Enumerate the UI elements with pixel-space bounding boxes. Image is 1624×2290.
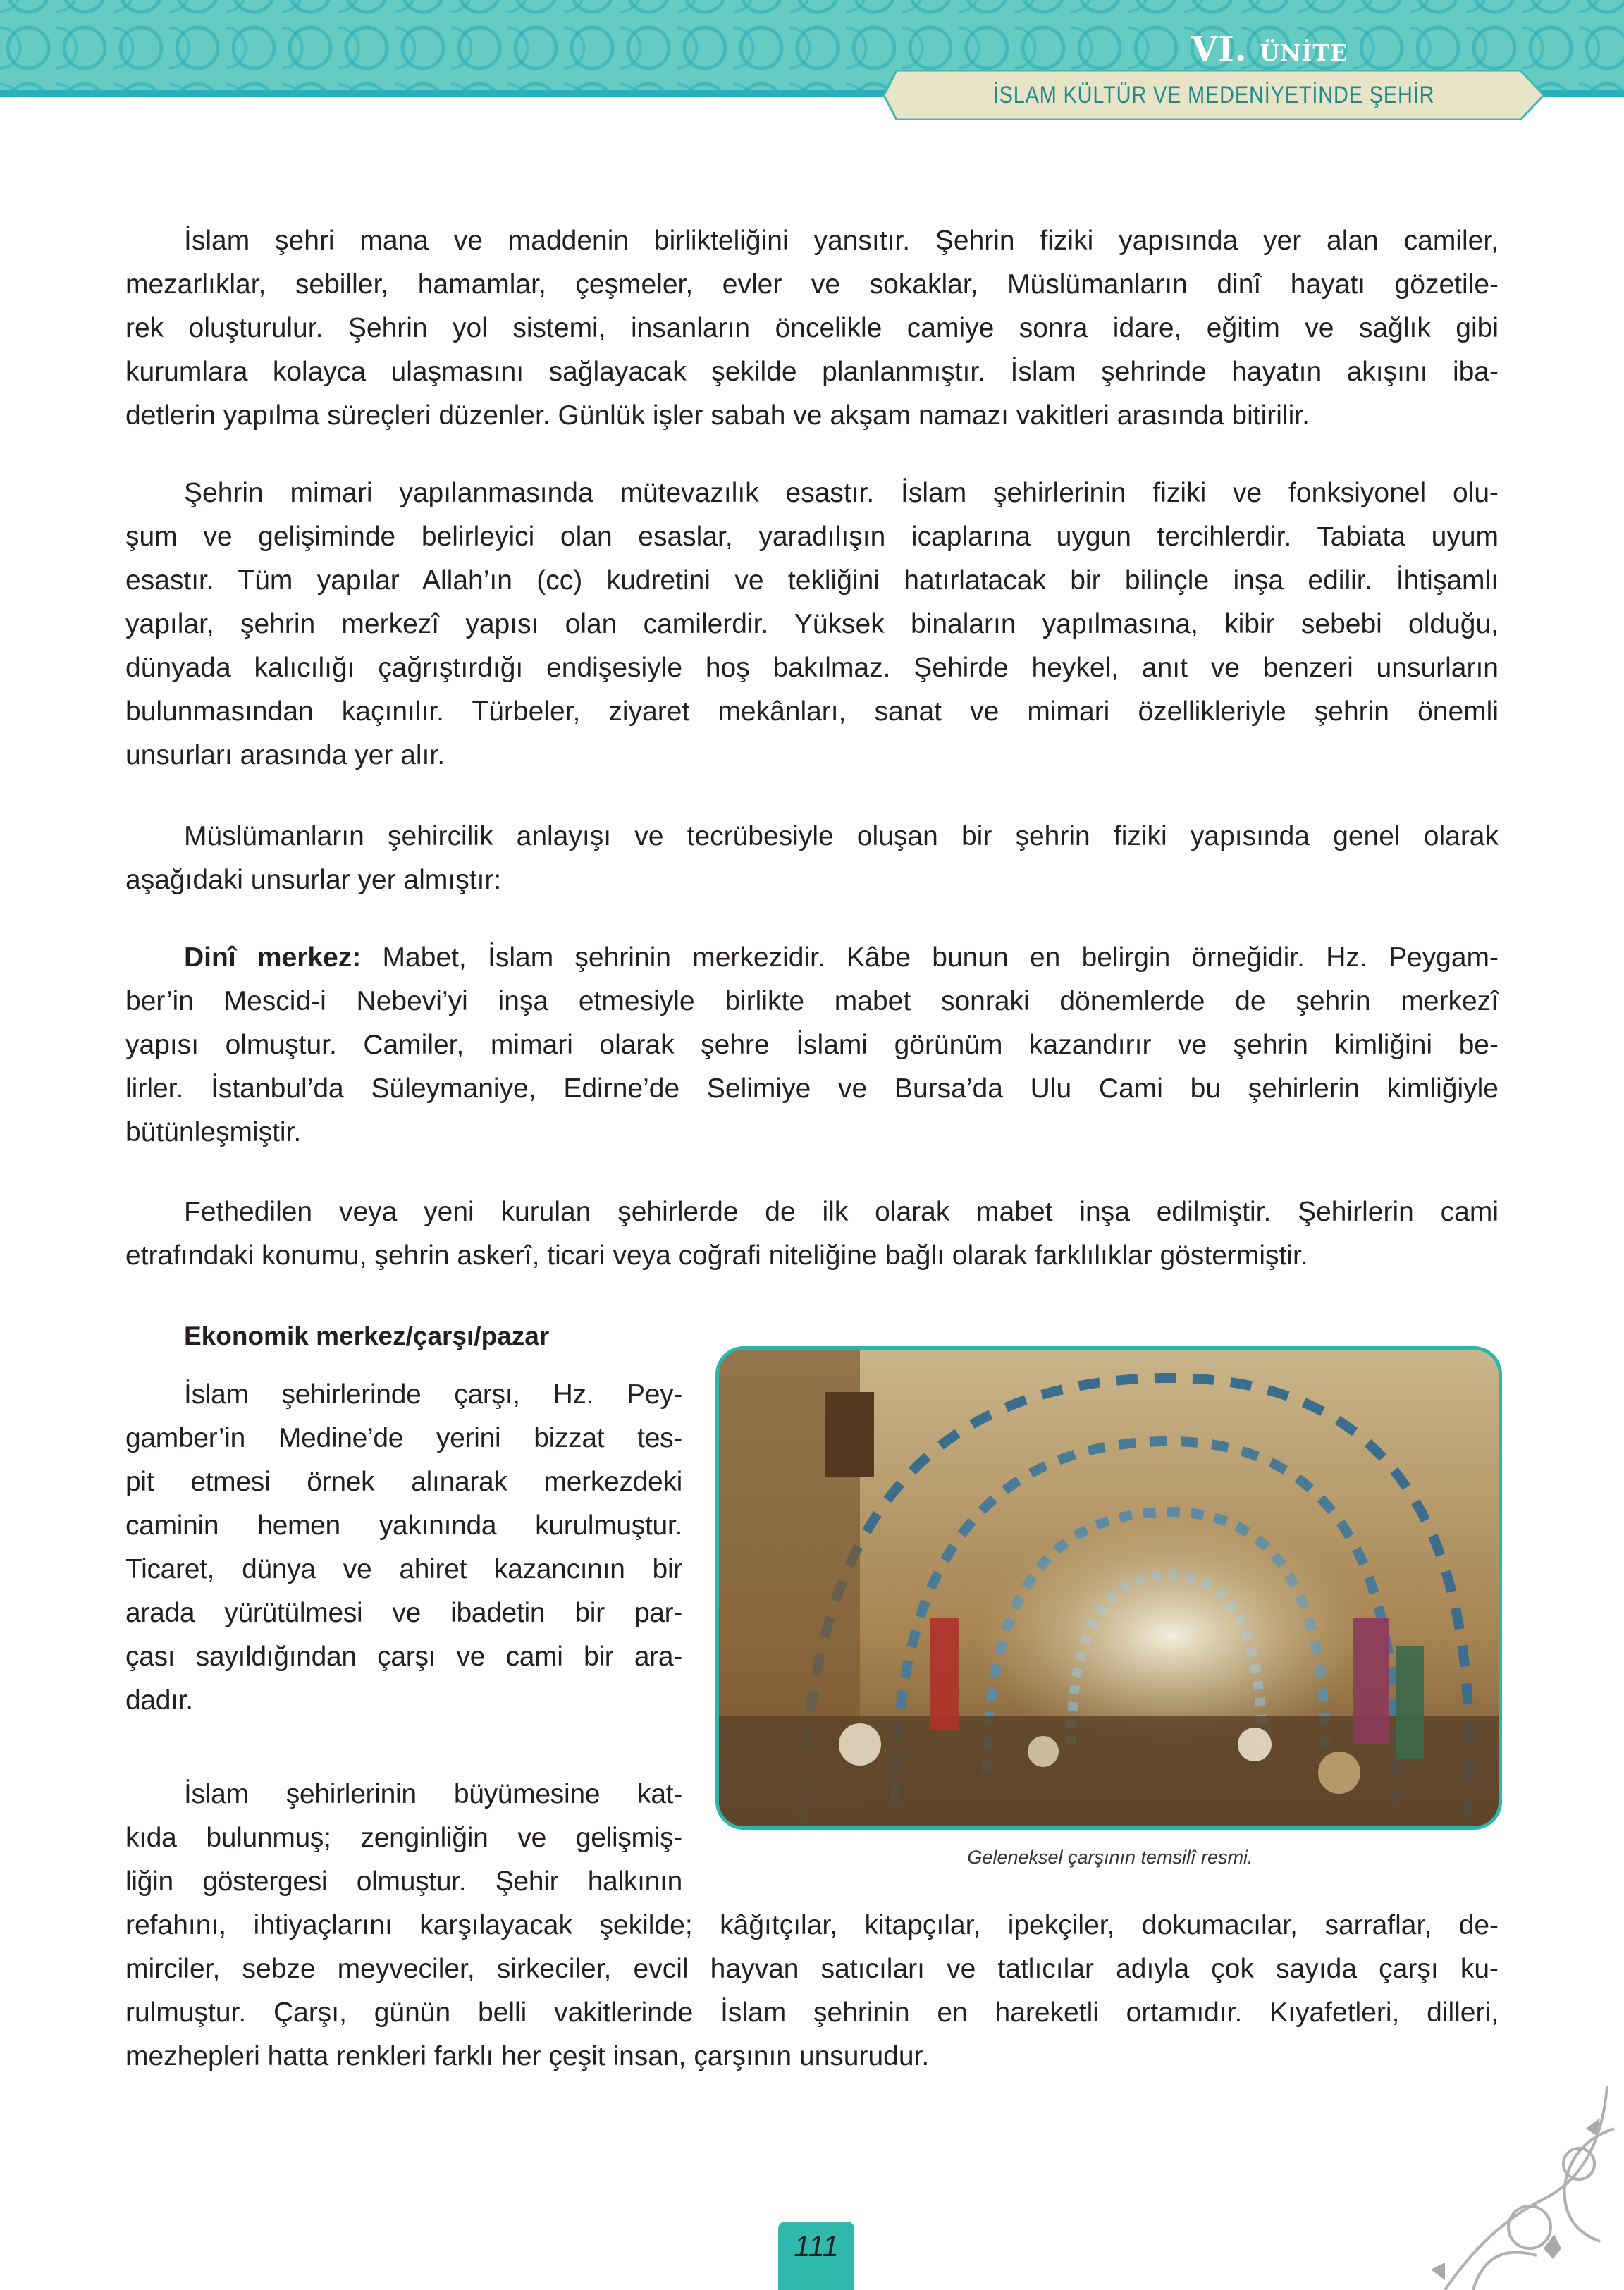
text-line: İslam şehirlerinde çarşı, Hz. Pey- bbox=[184, 1379, 682, 1410]
text-line: Şehrin mimari yapılanmasında mütevazılık esastır. İslam şehirlerinin fiziki ve fonksiyonel olu- bbox=[184, 478, 1499, 508]
text-line: rulmuştur. Çarşı, günün belli vakitlerinde İslam şehrinin en hareketli ortamıdır. Kıyafetleri, dilleri, bbox=[125, 1997, 1499, 2028]
text-line: dünyada kalıcılığı çağrıştırdığı endişesiyle hoş bakılmaz. Şehirde heykel, anıt ve benzeri unsurların bbox=[125, 653, 1499, 683]
text-line: Müslümanların şehircilik anlayışı ve tecrübesiyle oluşan bir şehrin fiziki yapısında genel olarak bbox=[184, 821, 1499, 851]
text-line: caminin hemen yakınında kurulmuştur. bbox=[125, 1510, 682, 1541]
text-line: pit etmesi örnek alınarak merkezdeki bbox=[125, 1467, 682, 1497]
chapter-banner bbox=[882, 70, 1545, 120]
text-line: esastır. Tüm yapılar Allah’ın (cc) kudretini ve tekliğini hatırlatacak bir bilinçle inşa edilir. İhtişamlı bbox=[125, 565, 1499, 596]
page-number: 111 bbox=[778, 2222, 854, 2290]
text-line: çası sayıldığından çarşı ve cami bir ara- bbox=[125, 1642, 682, 1672]
text-line: Fethedilen veya yeni kurulan şehirlerde de ilk olarak mabet inşa edilmiştir. Şehirlerin cami bbox=[184, 1197, 1499, 1227]
paragraph-1 bbox=[125, 219, 1499, 438]
text-line: İslam şehri mana ve maddenin birlikteliğini yansıtır. Şehrin fiziki yapısında yer alan camiler, bbox=[184, 226, 1499, 256]
text-line: dadır. bbox=[125, 1685, 193, 1716]
text-line: detlerin yapılma süreçleri düzenler. Günlük işler sabah ve akşam namazı vakitleri arasında bitirilir. bbox=[125, 400, 1310, 431]
paragraph-5 bbox=[125, 1190, 1499, 1278]
text-line: rek oluşturulur. Şehrin yol sistemi, insanların öncelikle camiye sonra idare, eğitim ve sağlık gibi bbox=[125, 313, 1499, 343]
paragraph-3 bbox=[125, 815, 1499, 902]
text-line: şum ve gelişiminde belirleyici olan esaslar, yaradılışın icaplarına uygun tercihlerdir. Tabiata uyum bbox=[125, 522, 1499, 552]
text-line: refahını, ihtiyaçlarını karşılayacak şekilde; kâğıtçılar, kitapçılar, ipekçiler, dokumacılar, sarraflar, de- bbox=[125, 1910, 1499, 1940]
text-line: yapılar, şehrin merkezî yapısı olan camilerdir. Yüksek binaların yapılmasına, kibir sebebi olduğu, bbox=[125, 609, 1499, 639]
text-line: ber’in Mescid-i Nebevi’yi inşa etmesiyle birlikte mabet sonraki dönemlerde de şehrin merkezî bbox=[125, 986, 1499, 1016]
text-line: mirciler, sebze meyveciler, sirkeciler, evcil hayvan satıcıları ve tatlıcılar adıyla çok sayıda çarşı ku- bbox=[125, 1954, 1499, 1984]
section-heading: Ekonomik merkez/çarşı/pazar bbox=[184, 1322, 550, 1350]
text-line: unsurları arasında yer alır. bbox=[125, 740, 445, 770]
text-line: bütünleşmiştir. bbox=[125, 1117, 302, 1147]
text-line: liğin göstergesi olmuştur. Şehir halkının bbox=[125, 1866, 682, 1897]
text-line: bulunmasından kaçınılır. Türbeler, ziyaret mekânları, sanat ve mimari özellikleriyle şehrin önemli bbox=[125, 696, 1499, 727]
text-line bbox=[125, 936, 1499, 980]
unit-number: VI. bbox=[1191, 30, 1248, 69]
text-line: aşağıdaki unsurlar yer almıştır: bbox=[125, 865, 502, 895]
text-line: etrafındaki konumu, şehrin askerî, ticari veya coğrafi niteliğine bağlı olarak farklılıklar göstermiştir. bbox=[125, 1241, 1308, 1271]
text-line: mezarlıklar, sebiller, hamamlar, çeşmeler, evler ve sokaklar, Müslümanların dinî hayatı gözetile- bbox=[125, 269, 1499, 300]
text-line: yapısı olmuştur. Camiler, mimari olarak şehre İslami görünüm kazandırır ve şehrin kimliğini be- bbox=[125, 1030, 1499, 1060]
lead-term: Dinî merkez: bbox=[184, 942, 362, 973]
unit-label bbox=[1191, 30, 1348, 69]
bazaar-painting bbox=[715, 1346, 1502, 1830]
text-span: Mabet, İslam şehrinin merkezidir. Kâbe bunun en belirgin örneğidir. Hz. Peygam- bbox=[361, 942, 1499, 973]
text-line: mezhepleri hatta renkleri farklı her çeşit insan, çarşının unsurudur. bbox=[125, 2041, 930, 2072]
chapter-title: İSLAM KÜLTÜR VE MEDENİYETİNDE ŞEHİR bbox=[992, 82, 1435, 109]
unit-word: ÜNİTE bbox=[1260, 39, 1348, 66]
text-line: kıda bulunmuş; zenginliğin ve gelişmiş- bbox=[125, 1823, 682, 1853]
figure-caption: Geleneksel çarşının temsilî resmi. bbox=[967, 1847, 1253, 1868]
text-line: arada yürütülmesi ve ibadetin bir par- bbox=[125, 1598, 682, 1628]
text-line: İslam şehirlerinin büyümesine kat- bbox=[184, 1779, 682, 1809]
text-line: gamber’in Medine’de yerini bizzat tes- bbox=[125, 1423, 682, 1453]
paragraph-2 bbox=[125, 472, 1499, 777]
paragraph-dini-merkez bbox=[125, 936, 1499, 1155]
floral-ornament-icon bbox=[1403, 2086, 1621, 2290]
text-line: Ticaret, dünya ve ahiret kazancının bir bbox=[125, 1554, 682, 1584]
text-line: kurumlara kolayca ulaşmasını sağlayacak şekilde planlanmıştır. İslam şehrinde hayatın akışını iba- bbox=[125, 357, 1499, 387]
text-line: lirler. İstanbul’da Süleymaniye, Edirne’de Selimiye ve Bursa’da Ulu Cami bu şehirlerin kimliğiyle bbox=[125, 1073, 1499, 1104]
